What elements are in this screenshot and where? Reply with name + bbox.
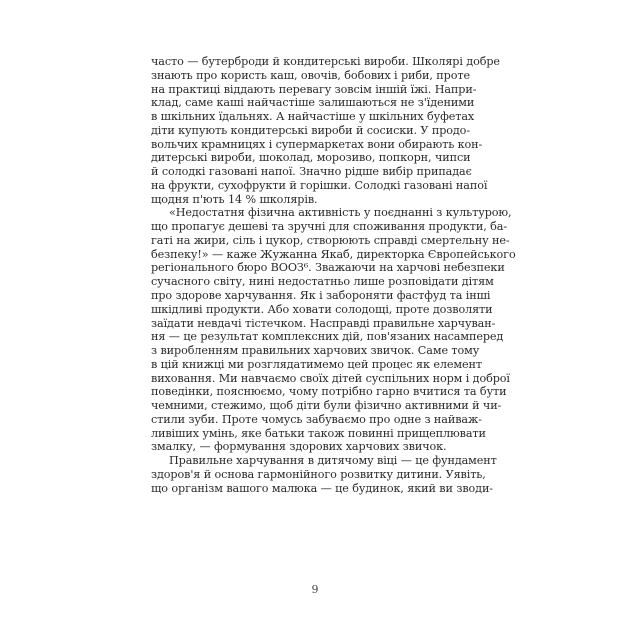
text-line: стили зуби. Проте чомусь забуваємо про одне з найваж- [151,412,482,426]
text-line: регіонального бюро ВООЗ⁶. Зважаючи на харчові небезпеки [151,261,505,275]
text-line: щодня п'ють 14 % школярів. [151,192,318,206]
text-line: гаті на жири, сіль і цукор, створюють справді смертельну не- [151,233,510,247]
text-line: на фрукти, сухофрукти й горішки. Солодкі газовані напої [151,178,488,192]
page-number: 9 [311,583,319,596]
text-line: часто — бутерброди й кондитерські вироби. Школярі добре [151,55,500,68]
text-line: заїдати невдачі тістечком. Насправді правильне харчуван- [151,316,496,330]
text-line: Правильне харчування в дитячому віці — це фундамент [169,454,497,468]
text-line: ливіших умінь, яке батьки також повинні прищеплювати [151,426,486,440]
text-line: шкідливі продукти. Або ховати солодощі, проте дозволяти [151,302,493,316]
text-line: про здорове харчування. Як і забороняти фастфуд та інші [151,289,491,303]
text-line: здоров'я й основа гармонійного розвитку дитини. Уявіть, [151,467,486,481]
text-line: виховання. Ми навчаємо своїх дітей суспільних норм і доброї [151,371,510,385]
text-line: безпеку!» — каже Жужанна Якаб, директорка Європейського [151,247,516,261]
text-line: діти купують кондитерські вироби й сосиски. У продо- [151,123,471,137]
body-text [151,55,516,496]
text-line: вольчих крамницях і супермаркетах вони обирають кон- [151,137,483,151]
text-line: ня — це результат комплексних дій, пов'язаних насамперед [151,330,504,344]
text-line: знають про користь каш, овочів, бобових і риби, проте [151,68,470,82]
text-line: «Недостатня фізична активність у поєднанні з культурою, [169,206,512,220]
text-line: з виробленням правильних харчових звичок. Саме тому [151,344,480,358]
text-line: чемними, стежимо, щоб діти були фізично активними й чи- [151,399,502,413]
text-line: що пропагує дешеві та зручні для споживання продукти, ба- [151,220,508,234]
text-line: змалку, — формування здорових харчових звичок. [151,440,447,454]
text-line: що організм вашого малюка — це будинок, який ви зводи- [151,481,493,495]
text-line: в шкільних їдальнях. А найчастіше у шкільних буфетах [151,110,475,124]
text-line: сучасного світу, нині недостатньо лише розповідати дітям [151,275,494,289]
text-line: поведінки, пояснюємо, чому потрібно гарно вчитися та бути [151,385,507,399]
text-line: дитерські вироби, шоколад, морозиво, попкорн, чипси [151,151,471,165]
text-line: в цій книжці ми розглядатимемо цей процес як елемент [151,357,482,371]
text-line: клад, саме каші найчастіше залишаються не з'їденими [151,96,475,110]
text-line: й солодкі газовані напої. Значно рідше вибір припадає [151,165,472,179]
text-line: на практиці віддають перевагу зовсім іншій їжі. Напри- [151,82,477,96]
